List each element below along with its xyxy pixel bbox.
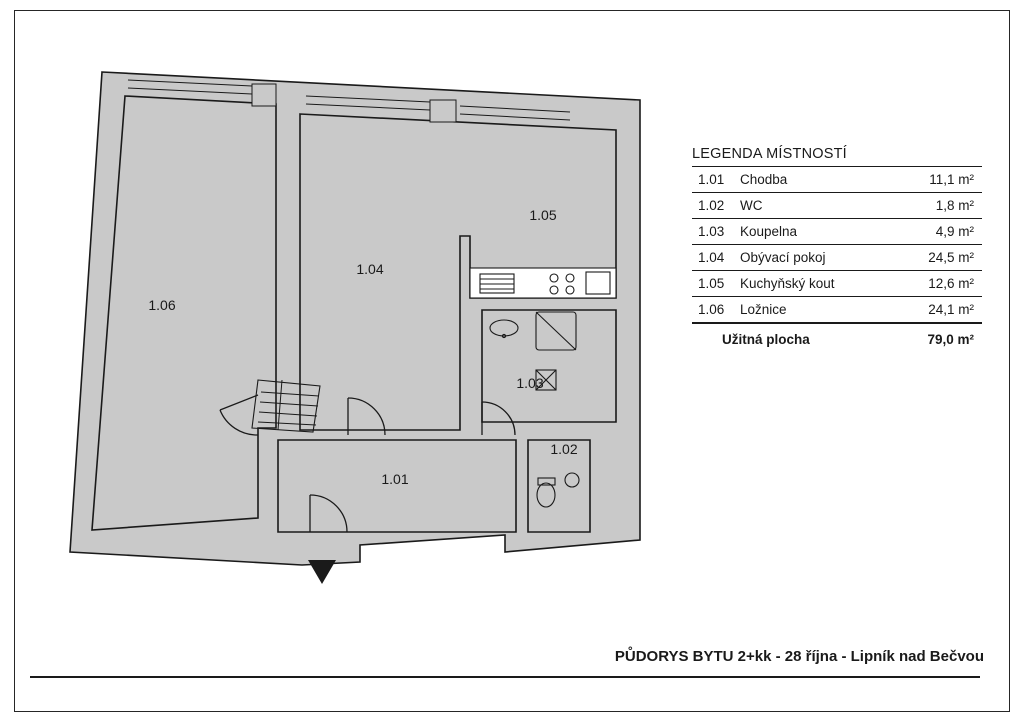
table-row bbox=[692, 219, 982, 245]
entrance-arrow bbox=[308, 560, 336, 584]
table-row bbox=[692, 271, 982, 297]
page-title: PŮDORYS BYTU 2+kk - 28 října - Lipník nad Bečvou bbox=[614, 648, 984, 665]
legend-total-label: Užitná plocha bbox=[722, 332, 810, 347]
legend-table bbox=[692, 166, 982, 352]
legend-room-name: WC bbox=[740, 198, 763, 213]
legend-room-area: 24,5 m² bbox=[928, 250, 974, 265]
kitchen-fixtures bbox=[470, 268, 616, 298]
room-label-1-01: 1.01 bbox=[381, 471, 409, 487]
legend-total-area: 79,0 m² bbox=[927, 332, 974, 347]
legend-title: LEGENDA MÍSTNOSTÍ bbox=[692, 146, 847, 162]
legend-room-area: 1,8 m² bbox=[935, 198, 974, 213]
legend-room-number: 1.05 bbox=[698, 276, 725, 291]
legend bbox=[692, 146, 982, 352]
room-label-1-03: 1.03 bbox=[516, 375, 544, 391]
legend-room-number: 1.02 bbox=[698, 198, 725, 213]
room-label-1-06: 1.06 bbox=[148, 297, 176, 313]
legend-room-area: 12,6 m² bbox=[928, 276, 974, 291]
legend-total-row bbox=[692, 323, 982, 352]
legend-room-number: 1.03 bbox=[698, 224, 725, 239]
table-row bbox=[692, 193, 982, 219]
legend-room-name: Ložnice bbox=[740, 302, 787, 317]
floor-plan bbox=[30, 40, 680, 600]
legend-room-number: 1.01 bbox=[698, 172, 725, 187]
legend-room-name: Chodba bbox=[740, 172, 788, 187]
legend-room-name: Kuchyňský kout bbox=[740, 276, 835, 291]
footer-divider bbox=[30, 676, 980, 678]
table-row bbox=[692, 297, 982, 324]
table-row bbox=[692, 245, 982, 271]
room-label-1-02: 1.02 bbox=[550, 441, 578, 457]
legend-room-number: 1.04 bbox=[698, 250, 725, 265]
legend-room-name: Obývací pokoj bbox=[740, 250, 826, 265]
legend-room-area: 4,9 m² bbox=[935, 224, 974, 239]
room-label-1-04: 1.04 bbox=[356, 261, 384, 277]
legend-room-area: 24,1 m² bbox=[928, 302, 974, 317]
room-label-1-05: 1.05 bbox=[529, 207, 557, 223]
legend-room-area: 11,1 m² bbox=[929, 172, 974, 187]
table-row bbox=[692, 167, 982, 193]
legend-room-name: Koupelna bbox=[740, 224, 798, 239]
legend-room-number: 1.06 bbox=[698, 302, 725, 317]
